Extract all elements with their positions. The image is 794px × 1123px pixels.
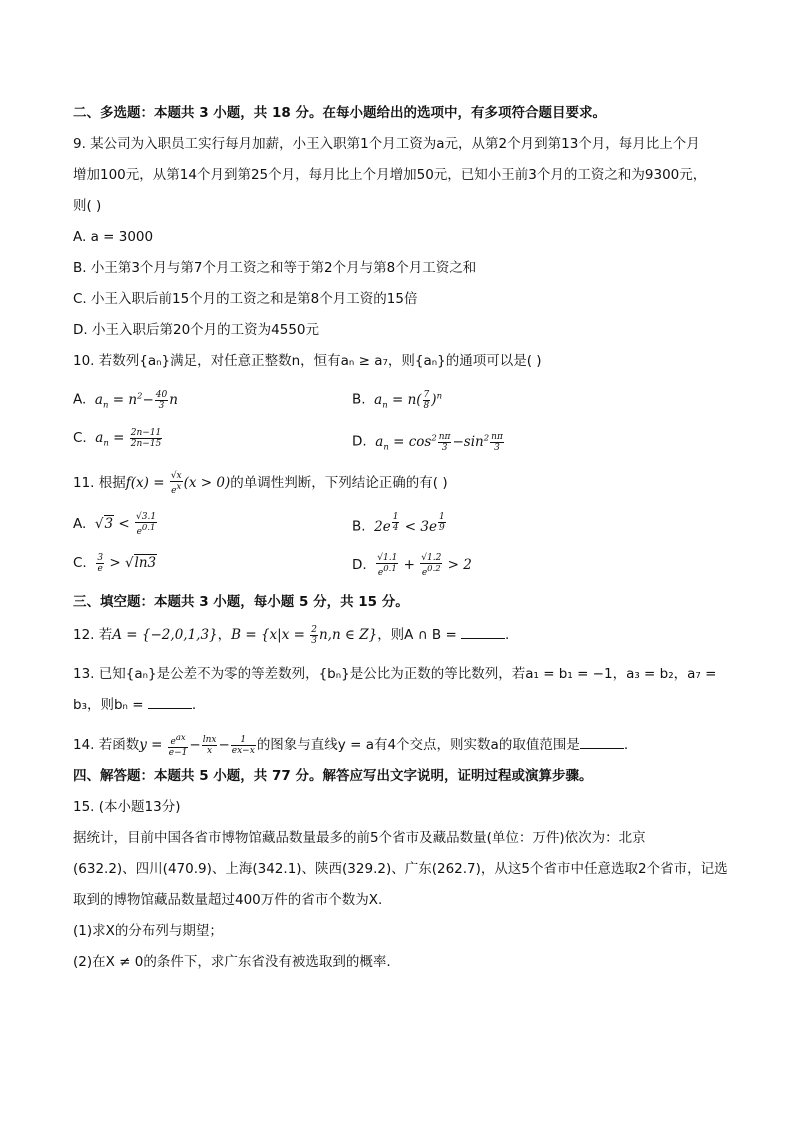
q11-option-a-label: A. — [73, 516, 87, 532]
q10-option-d-label: D. — [352, 433, 367, 450]
q9-option-b: B. 小王第3个月与第7个月工资之和等于第2个月与第8个月工资之和 — [73, 260, 477, 276]
q13-answer-blank[interactable] — [148, 696, 192, 709]
q11-function: f(x) = $\frac{√x}{e^x}$ (x > 0) — [125, 471, 231, 496]
q11-option-d-formula: $\frac{√1.1}{e^{0.1}}$ + $\frac{√1.2}{e^{0.2}}$ > 2 — [377, 553, 472, 578]
q9-option-d: D. 小王入职后第20个月的工资为4550元 — [73, 322, 320, 338]
q10-option-d — [352, 428, 505, 457]
q11-stem-prefix: 11. 根据 — [73, 475, 126, 491]
q10-stem: 10. 若数列{aₙ}满足，对任意正整数n，恒有aₙ ≥ a₇，则{aₙ}的通项可以是( ) — [73, 353, 542, 369]
q11-option-b — [352, 512, 447, 537]
q9-stem-line2: 增加100元，从第14个月到第25个月，每月比上个月增加50元，已知小王前3个月的工资之和为9300元， — [73, 167, 707, 183]
section-heading-multiple-choice: 二、多选题：本题共 3 小题，共 18 分。在每小题给出的选项中，有多项符合题目要求。 — [73, 105, 606, 121]
q12-set-b: B = {x|x = $\frac{2}{3}$ n,n ∈ Z} — [231, 625, 378, 646]
q10-option-a-formula: $a_n = n^2-$ $\frac{40}{3}$ n — [90, 389, 178, 411]
q14-stem: 14. 若函数y = $\frac{e^{ax}}{e-1}$ − $\frac{\ln x}{x}$ − $\frac{1}{ex-x}$ 的图象与直线y = a有4个交点，则实数a的取值范围是 . — [73, 733, 629, 758]
q12-stem: 12. 若A = {−2,0,1,3}，B = {x|x = $\frac{2}{3}$ n,n ∈ Z}，则A ∩ B = . — [73, 625, 510, 646]
q11-stem-suffix: 的单调性判断，下列结论正确的有( ) — [230, 475, 448, 491]
q13-line2-text: b₃，则bₙ = — [73, 697, 148, 713]
q11-option-b-label: B. — [352, 518, 366, 535]
q10-option-a-label: A. — [73, 391, 87, 408]
q15-part2: (2)在X ≠ 0的条件下，求广东省没有被选取到的概率. — [73, 954, 391, 970]
q12-middle: ， — [217, 627, 232, 643]
q15-stem-line1: 据统计，目前中国各省市博物馆藏品数量最多的前5个省市及藏品数量(单位：万件)依次为：北京 — [73, 830, 646, 846]
q15-stem-line3: 取到的博物馆藏品数量超过400万件的省市个数为X. — [73, 892, 383, 908]
q9-stem-line1: 9. 某公司为入职员工实行每月加薪，小王入职第1个月工资为a元，从第2个月到第13个月，每月比上个月 — [73, 136, 700, 152]
q9-option-c: C. 小王入职后前15个月的工资之和是第8个月工资的15倍 — [73, 291, 418, 307]
q10-option-b — [352, 386, 442, 415]
q10-option-c-label: C. — [73, 430, 87, 446]
q11-option-c-formula: $\frac{3}{e}$ > √ln3 — [97, 553, 157, 574]
q14-function: y = $\frac{e^{ax}}{e-1}$ − $\frac{\ln x}{x}$ − $\frac{1}{ex-x}$ — [139, 733, 255, 758]
q11-option-c-label: C. — [73, 555, 87, 571]
section-heading-solutions: 四、解答题：本题共 5 小题，共 77 分。解答应写出文字说明，证明过程或演算步骤。 — [73, 768, 593, 784]
q10-option-d-formula: $a_n = \cos^2$ $\frac{n\pi}{3}$ $-\sin^2$ $\frac{n\pi}{3}$ — [370, 431, 503, 453]
q15-part1: (1)求X的分布列与期望； — [73, 923, 223, 939]
q11-stem — [73, 471, 448, 496]
q13-stem-line2: b₃，则bₙ = . — [73, 697, 197, 713]
q15-stem-line2: (632.2)、四川(470.9)、上海(342.1)、陕西(329.2)、广东(262.7)，从这5个省市中任意选取2个省市，记选 — [73, 861, 728, 877]
q11-option-c — [73, 553, 157, 574]
q12-set-a: A = {−2,0,1,3} — [112, 627, 218, 643]
q12-suffix: ，则A ∩ B = — [377, 627, 462, 643]
q10-option-a — [73, 386, 178, 415]
q10-option-b-label: B. — [352, 391, 366, 408]
q14-suffix: 的图象与直线y = a有4个交点，则实数a的取值范围是 — [256, 737, 580, 753]
q9-stem-line3: 则( ) — [73, 198, 102, 214]
q14-prefix: 14. 若函数 — [73, 737, 140, 753]
q15-title: 15. (本小题13分) — [73, 799, 181, 815]
q14-answer-blank[interactable] — [580, 736, 624, 749]
q12-answer-blank[interactable] — [461, 626, 505, 639]
q9-option-a: A. a = 3000 — [73, 229, 154, 245]
q10-option-c — [73, 428, 163, 454]
q10-option-b-formula: $a_n = n$( $\frac{7}{8}$ )$^n$ — [369, 389, 443, 411]
q12-prefix: 12. 若 — [73, 627, 113, 643]
q11-option-d-label: D. — [352, 557, 367, 573]
q11-option-d — [352, 553, 472, 578]
q13-stem-line1: 13. 已知{aₙ}是公差不为零的等差数列，{bₙ}是公比为正数的等比数列，若a₁ = b₁ = −1，a₃ = b₂，a₇ = — [73, 666, 717, 682]
q11-option-a-formula: √3 < $\frac{√3.1}{e^{0.1}}$ — [90, 512, 157, 537]
q11-option-a — [73, 512, 158, 537]
q11-option-b-formula: 2e $^{\frac{1}{4}}$ < 3e $^{\frac{1}{9}}$ — [369, 512, 445, 535]
section-heading-fill-in: 三、填空题：本题共 3 小题，每小题 5 分，共 15 分。 — [73, 594, 409, 610]
q10-option-c-formula: $a_n$ = $\frac{2n-11}{2n-15}$ — [91, 428, 162, 449]
